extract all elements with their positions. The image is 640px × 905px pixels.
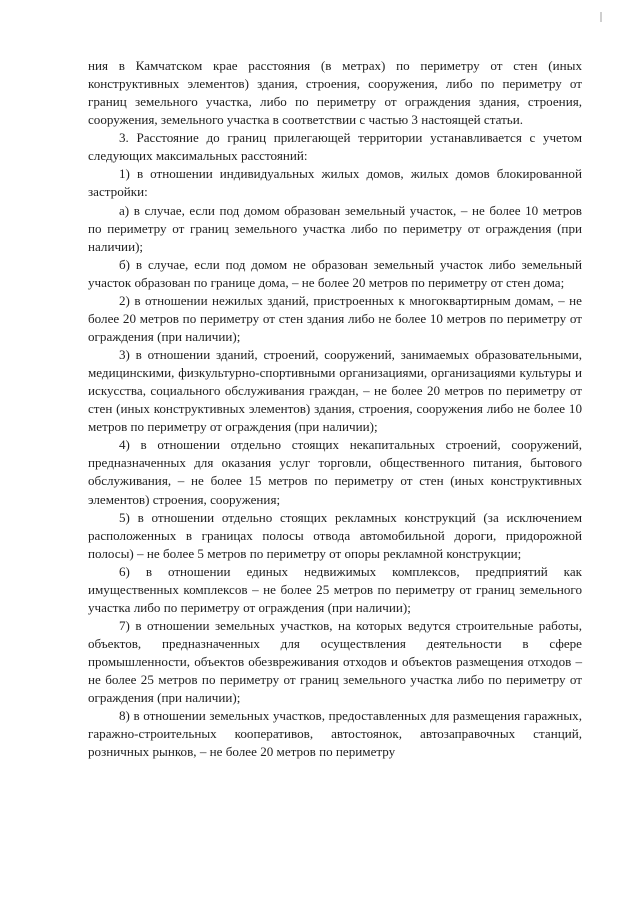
scan-artifact xyxy=(600,12,602,22)
paragraph-continuation: ния в Камчатском крае расстояния (в метрах) по периметру от стен (иных конструктивных элементов) здания, строения, сооружения, либо по периметру от границ земельного участка, либо по периметру от ограждения здания, строения, сооружения, земельного участка в соответствии с частью 3 настоящей статьи. xyxy=(88,58,582,128)
paragraph-item-5: 5) в отношении отдельно стоящих рекламных конструкций (за исключением расположенных в границах полосы отвода автомобильной дороги, придорожной полосы) – не более 5 метров по периметру от опоры рекламной конструкции; xyxy=(88,509,582,561)
paragraph-clause-3: 3. Расстояние до границ прилегающей территории устанавливается с учетом следующих максимальных расстояний: xyxy=(88,130,582,164)
paragraph-item-8: 8) в отношении земельных участков, предоставленных для размещения гаражных, гаражно-строительных кооперативов, автостоянок, автозаправочных станций, розничных рынков, – не более 20 метров по периметру xyxy=(88,708,582,760)
paragraph-item-1a: а) в случае, если под домом образован земельный участок, – не более 10 метров по периметру от границ земельного участка либо по периметру от ограждения (при наличии); xyxy=(88,202,582,254)
paragraph-item-6: 6) в отношении единых недвижимых комплексов, предприятий как имущественных комплексов – не более 25 метров по периметру от границ земельного участка либо по периметру от ограждения (при наличии); xyxy=(88,563,582,615)
paragraph-item-1: 1) в отношении индивидуальных жилых домов, жилых домов блокированной застройки: xyxy=(88,166,582,200)
paragraph-item-2: 2) в отношении нежилых зданий, пристроенных к многоквартирным домам, – не более 20 метров по периметру от стен здания либо не более 10 метров по периметру от ограждения (при наличии); xyxy=(88,292,582,344)
paragraph-item-4: 4) в отношении отдельно стоящих некапитальных строений, сооружений, предназначенных для оказания услуг торговли, общественного питания, бытового обслуживания, – не более 15 метров по периметру от стен (иных конструктивных элементов) строения, сооружения; xyxy=(88,437,582,507)
paragraph-item-3: 3) в отношении зданий, строений, сооружений, занимаемых образовательными, медицинскими, физкультурно-спортивными организациями, организациями культуры и искусства, социального обслуживания граждан, – не более 20 метров по периметру от стен (иных конструктивных элементов) здания, строения, сооружения либо не более 10 метров по периметру от ограждения (при наличии); xyxy=(88,347,582,435)
document-body xyxy=(88,57,582,761)
paragraph-item-1b: б) в случае, если под домом не образован земельный участок либо земельный участок образован по границе дома, – не более 20 метров по периметру от стен дома; xyxy=(88,256,582,290)
paragraph-item-7: 7) в отношении земельных участков, на которых ведутся строительные работы, объектов, предназначенных для осуществления деятельности в сфере промышленности, объектов обезвреживания отходов и объектов размещения отходов – не более 25 метров по периметру от границ земельного участка либо по периметру от ограждения (при наличии); xyxy=(88,617,582,706)
